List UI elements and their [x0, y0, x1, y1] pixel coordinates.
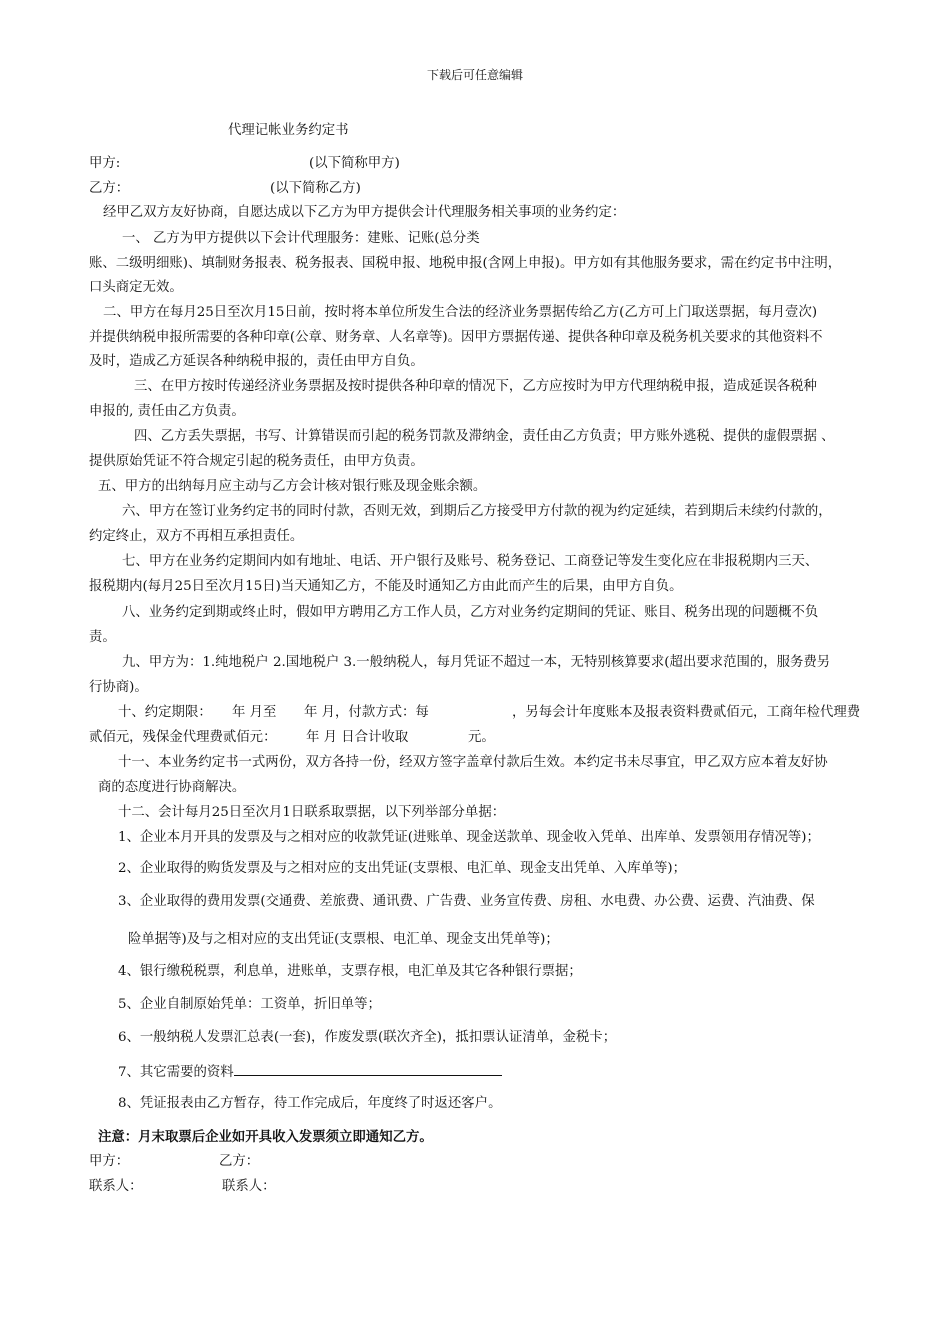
- clause-10-term-label: 十、约定期限：: [118, 705, 212, 720]
- clause-11-line-2: 商的态度进行协商解决。: [98, 780, 246, 795]
- clause-7-line-2: 报税期内(每月25日至次月15日)当天通知乙方，不能及时通知乙方由此而产生的后果，由甲方自负。: [89, 579, 683, 594]
- contact-party-b: 联系人：: [222, 1179, 276, 1194]
- party-a-label: 甲方:: [89, 156, 121, 171]
- clause-1-line-1: 一、 乙方为甲方提供以下会计代理服务：建账、记账(总分类: [122, 231, 480, 246]
- clause-4-line-1: 四、乙方丢失票据，书写、计算错误而引起的税务罚款及滞纳金，责任由乙方负责；甲方账外逃税、提供的虚假票据 、: [134, 429, 835, 444]
- list-item-8: 8、凭证报表由乙方暂存，待工作完成后，年度终了时返还客户。: [118, 1096, 502, 1111]
- clause-6-line-1: 六、甲方在签订业务约定书的同时付款，否则无效，到期后乙方接受甲方付款的视为约定延续，若到期后未续约付款的，: [122, 504, 832, 519]
- signature-party-a: 甲方：: [89, 1154, 130, 1169]
- clause-9-line-1: 九、甲方为：1.纯地税户 2.国地税户 3.一般纳税人，每月凭证不超过一本，无特别核算要求(超出要求范围的，服务费另: [122, 655, 831, 670]
- clause-10-fees-line-1: ，另每会计年度账本及报表资料费贰佰元，工商年检代理费: [512, 705, 861, 720]
- clause-2-line-2: 并提供纳税申报所需要的各种印章(公章、财务章、人名章等)。因甲方票据传递、提供各种印章及税务机关要求的其他资料不: [89, 330, 823, 345]
- intro-paragraph: 经甲乙双方友好协商，自愿达成以下乙方为甲方提供会计代理服务相关事项的业务约定：: [103, 205, 626, 220]
- clause-8-line-2: 责。: [89, 630, 116, 645]
- list-item-6: 6、一般纳税人发票汇总表(一套)，作废发票(联次齐全)，抵扣票认证清单，金税卡；: [118, 1030, 617, 1045]
- clause-10-term-to: 年 月，付款方式：每: [304, 705, 429, 720]
- clause-1-line-2: 账、二级明细账)、填制财务报表、税务报表、国税申报、地税申报(含网上申报)。甲方如有其他服务要求，需在约定书中注明，: [89, 256, 842, 271]
- party-b-label: 乙方：: [89, 181, 130, 196]
- list-item-3-line-1: 3、企业取得的费用发票(交通费、差旅费、通讯费、广告费、业务宣传费、房租、水电费、办公费、运费、汽油费、保: [118, 894, 815, 909]
- clause-7-line-1: 七、甲方在业务约定期间内如有地址、电话、开户银行及账号、税务登记、工商登记等发生变化应在非报税期内三天、: [122, 554, 819, 569]
- list-item-7: [118, 1062, 502, 1082]
- clause-5: 五、甲方的出纳每月应主动与乙方会计核对银行账及现金账余额。: [98, 479, 487, 494]
- fill-in-underline: [234, 1062, 502, 1076]
- clause-4-line-2: 提供原始凭证不符合规定引起的税务责任，由甲方负责。: [89, 454, 424, 469]
- list-item-2: 2、企业取得的购货发票及与之相对应的支出凭证(支票根、电汇单、现金支出凭单、入库单等)；: [118, 861, 686, 876]
- clause-8-line-1: 八、业务约定到期或终止时，假如甲方聘用乙方工作人员，乙方对业务约定期间的凭证、账目、税务出现的问题概不负: [122, 605, 819, 620]
- party-a-note: (以下简称甲方): [309, 156, 400, 171]
- clause-3-line-2: 申报的, 责任由乙方负责。: [89, 404, 245, 419]
- contact-party-a: 联系人：: [89, 1179, 143, 1194]
- clause-10-fees-line-2: 贰佰元，残保金代理费贰佰元：: [89, 730, 277, 745]
- clause-2-line-1: 二、甲方在每月25日至次月15日前，按时将本单位所发生合法的经济业务票据传给乙方(乙方可上门取送票据，每月壹次): [103, 305, 818, 320]
- document-title: 代理记帐业务约定书: [228, 123, 349, 138]
- clause-3-line-1: 三、在甲方按时传递经济业务票据及按时提供各种印章的情况下，乙方应按时为甲方代理纳税申报，造成延误各税种: [134, 379, 817, 394]
- list-item-5: 5、企业自制原始凭单：工资单，折旧单等；: [118, 997, 381, 1012]
- list-item-7-label: 7、其它需要的资料: [118, 1065, 234, 1080]
- notice: 注意：月末取票后企业如开具收入发票须立即通知乙方。: [98, 1129, 433, 1145]
- page-header: 下载后可任意编辑: [426, 68, 523, 82]
- clause-2-line-3: 及时，造成乙方延误各种纳税申报的，责任由甲方自负。: [89, 354, 424, 369]
- clause-10-term-from: 年 月至: [232, 705, 277, 720]
- list-item-4: 4、银行缴税税票，利息单，进账单，支票存根，电汇单及其它各种银行票据；: [118, 964, 582, 979]
- clause-10-yuan: 元。: [468, 730, 495, 745]
- clause-6-line-2: 约定终止，双方不再相互承担责任。: [89, 529, 304, 544]
- clause-12: 十二、会计每月25日至次月1日联系取票据，以下列举部分单据：: [118, 805, 506, 820]
- clause-11-line-1: 十一、本业务约定书一式两份，双方各持一份，经双方签字盖章付款后生效。本约定书未尽事宜，甲乙双方应本着友好协: [118, 755, 828, 770]
- clause-1-line-3: 口头商定无效。: [89, 280, 183, 295]
- party-b-note: (以下简称乙方): [270, 181, 361, 196]
- signature-party-b: 乙方：: [219, 1154, 260, 1169]
- clause-10-date-total: 年 月 日合计收取: [306, 730, 409, 745]
- list-item-3-line-2: 险单据等)及与之相对应的支出凭证(支票根、电汇单、现金支出凭单等)；: [128, 932, 559, 947]
- clause-9-line-2: 行协商)。: [89, 680, 148, 695]
- list-item-1: 1、企业本月开具的发票及与之相对应的收款凭证(进账单、现金送款单、现金收入凭单、出库单、发票领用存情况等)；: [118, 830, 820, 845]
